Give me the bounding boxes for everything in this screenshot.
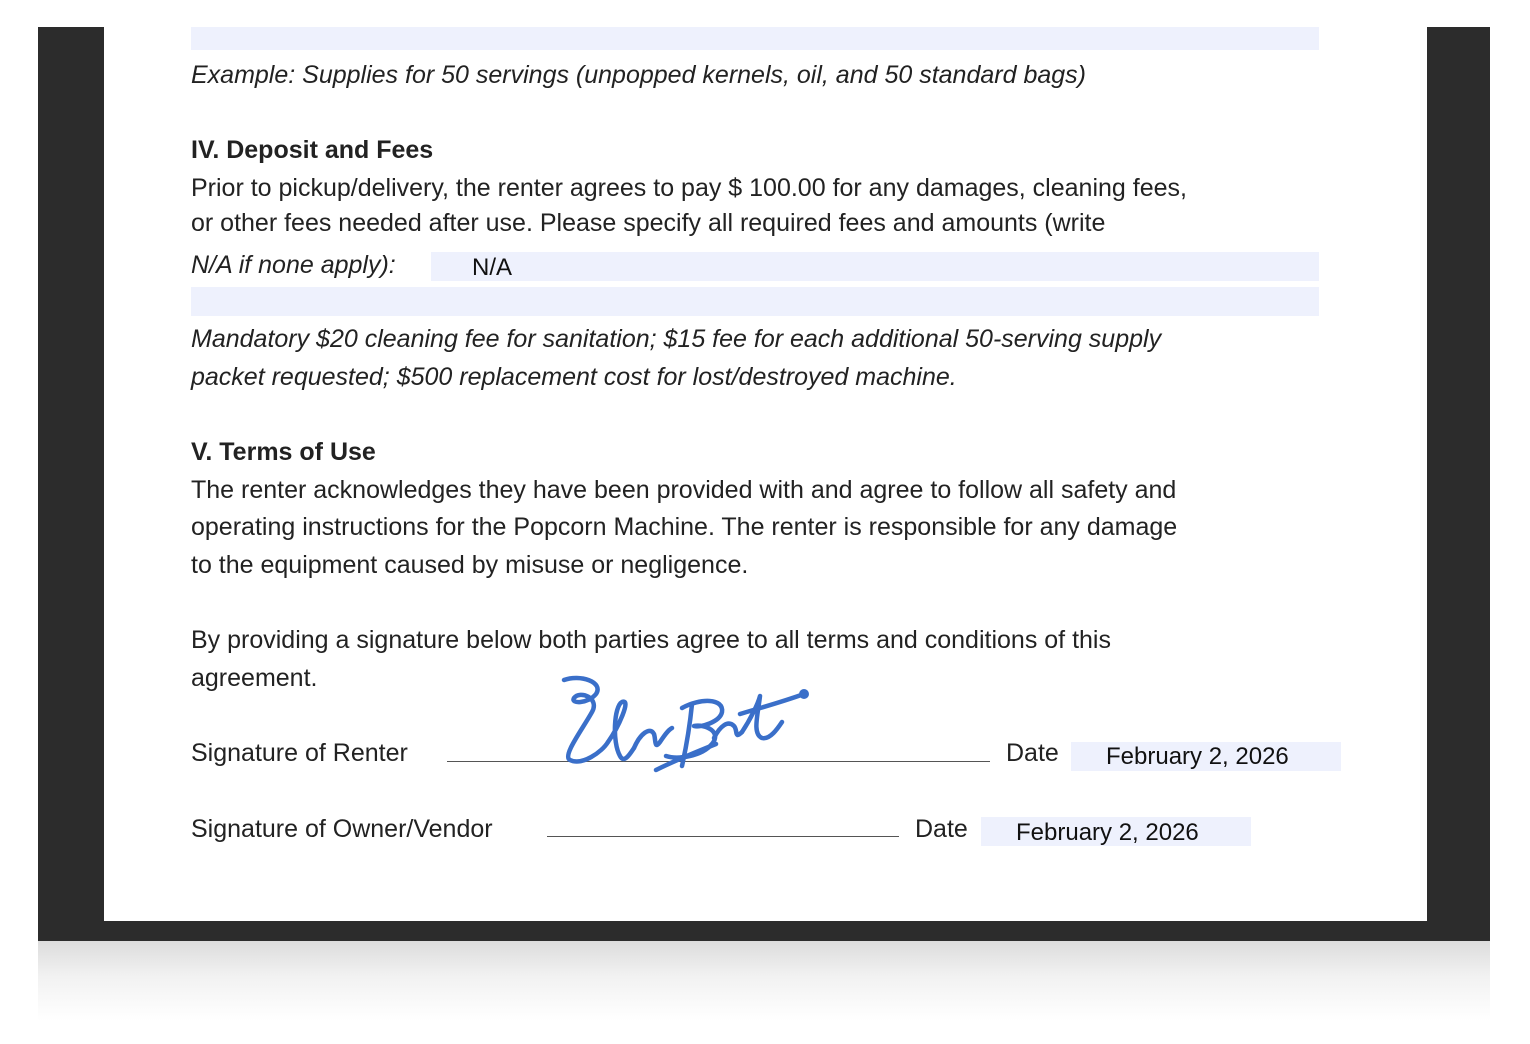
renter-signature-image[interactable] [556,670,816,774]
agreement-text-line-1: By providing a signature below both parties agree to all terms and conditions of this [191,626,1111,654]
supplies-example-text: Example: Supplies for 50 servings (unpopped kernels, oil, and 50 standard bags) [191,61,1086,89]
terms-text-line-2: operating instructions for the Popcorn Machine. The renter is responsible for any damage [191,513,1178,541]
section-heading-terms-of-use: V. Terms of Use [191,438,376,466]
renter-date-label: Date [1006,739,1059,767]
owner-date-value: February 2, 2026 [1016,819,1199,846]
terms-text-line-1: The renter acknowledges they have been provided with and agree to follow all safety and [191,476,1177,504]
renter-date-value: February 2, 2026 [1106,743,1289,770]
fees-field-label: N/A if none apply): [191,251,396,279]
agreement-text-line-2: agreement. [191,664,318,692]
section-heading-deposit-fees: IV. Deposit and Fees [191,136,434,164]
fees-input-field-line-2[interactable] [191,287,1319,316]
owner-signature-label: Signature of Owner/Vendor [191,815,493,843]
owner-signature-line[interactable] [547,836,899,837]
viewer-bottom-shadow [38,941,1490,1021]
deposit-text-line-1: Prior to pickup/delivery, the renter agrees to pay $ 100.00 for any damages, cleaning fees, [191,174,1187,202]
renter-signature-label: Signature of Renter [191,739,408,767]
fees-input-value: N/A [472,254,513,281]
owner-date-label: Date [915,815,968,843]
fees-example-line-2: packet requested; $500 replacement cost for lost/destroyed machine. [191,363,957,391]
fees-example-line-1: Mandatory $20 cleaning fee for sanitation; $15 fee for each additional 50-serving supply [191,325,1162,353]
deposit-text-line-2: or other fees needed after use. Please specify all required fees and amounts (write [191,209,1106,237]
supplies-field[interactable] [191,27,1319,50]
terms-text-line-3: to the equipment caused by misuse or negligence. [191,551,749,579]
fees-input-field[interactable] [431,252,1319,281]
